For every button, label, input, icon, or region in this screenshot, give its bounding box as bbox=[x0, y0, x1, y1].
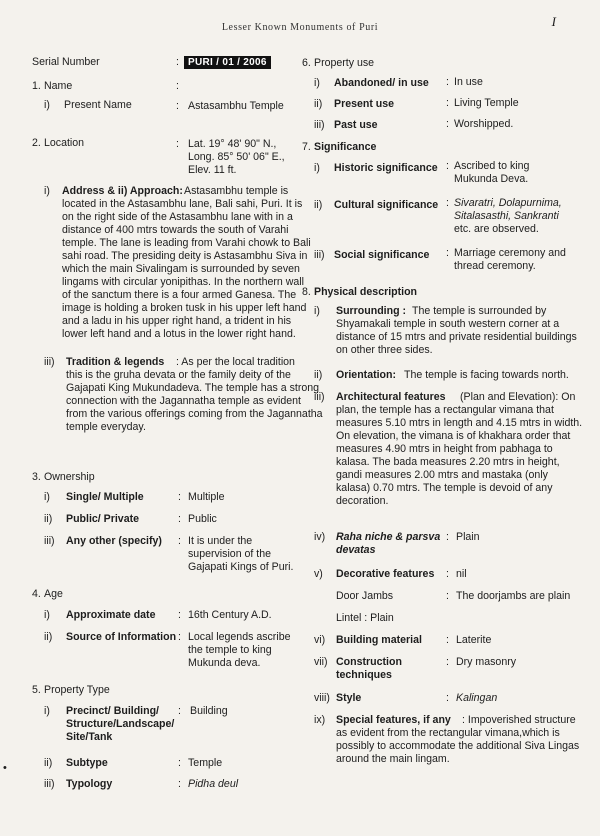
ownership-i-label: Single/ Multiple bbox=[66, 491, 144, 503]
age-ii-label: Source of Information bbox=[66, 631, 177, 643]
longitude: Long. 85° 50' 06" E., bbox=[188, 151, 285, 163]
tradition-line: : As per the local tradition bbox=[176, 356, 295, 368]
running-header: Lesser Known Monuments of Puri bbox=[221, 22, 379, 33]
tradition-line: connection with the Jagannatha temple as evident bbox=[66, 395, 301, 407]
property-type-i-label: Structure/Landscape/ bbox=[66, 718, 175, 730]
property-type-ii-number: ii) bbox=[44, 757, 53, 769]
architecture-line: (Plan and Elevation): On bbox=[460, 391, 576, 403]
address-line: and a ladu in his upper right hand, a trident in his bbox=[62, 315, 292, 327]
tradition-number: iii) bbox=[44, 356, 55, 368]
tradition-line: from the various offerings coming from the Jagannatha bbox=[66, 408, 323, 420]
construction-label: techniques bbox=[336, 669, 392, 681]
address-line: sahi road. The presiding deity is Astasambhu Siva in bbox=[62, 250, 308, 262]
tradition-line: temple everyday. bbox=[66, 421, 146, 433]
age-i-value: 16th Century A.D. bbox=[188, 609, 272, 621]
colon: : bbox=[446, 97, 449, 109]
tradition-line: this is the gruha devata or the family deity of the bbox=[66, 369, 291, 381]
ownership-iii-value: Gajapati Kings of Puri. bbox=[188, 561, 294, 573]
ownership-i-value: Multiple bbox=[188, 491, 225, 503]
serial-number-badge: PURI / 01 / 2006 bbox=[184, 56, 271, 69]
decorative-features-value: nil bbox=[456, 568, 467, 580]
address-line: temple. The lane is leading from Varahi chowk to Bali bbox=[62, 237, 311, 249]
address-line: Astasambhu temple is bbox=[184, 185, 289, 197]
orientation-text: The temple is facing towards north. bbox=[404, 369, 569, 381]
architecture-line: kalasa. The bada measures 2.20 mtrs in height, bbox=[336, 456, 560, 468]
surrounding-line: The temple is surrounded by bbox=[412, 305, 547, 317]
property-type-i-label: Site/Tank bbox=[66, 731, 113, 743]
property-use-ii-number: ii) bbox=[314, 98, 323, 110]
age-ii-value: Local legends ascribe bbox=[188, 631, 291, 643]
margin-mark: • bbox=[3, 762, 7, 774]
colon: : bbox=[178, 535, 181, 547]
present-name-value: Astasambhu Temple bbox=[188, 100, 284, 112]
address-line: lower left hand and a lotus in the lower right hand. bbox=[62, 328, 296, 340]
ownership-ii-number: ii) bbox=[44, 513, 53, 525]
special-features-line: : Impoverished structure bbox=[462, 714, 576, 726]
property-use-i-label: Abandoned/ in use bbox=[334, 77, 429, 89]
age-ii-number: ii) bbox=[44, 631, 53, 643]
orientation-number: ii) bbox=[314, 369, 323, 381]
construction-label: Construction bbox=[336, 656, 402, 668]
ownership-i-number: i) bbox=[44, 491, 50, 503]
address-line: located in the Astasambhu lane, Bali sahi, Puri. It is bbox=[62, 198, 303, 210]
property-type-iii-number: iii) bbox=[44, 778, 55, 790]
property-use-iii-value: Worshipped. bbox=[454, 118, 514, 130]
colon: : bbox=[176, 100, 179, 112]
style-value: Kalingan bbox=[456, 692, 498, 704]
colon: : bbox=[178, 513, 181, 525]
colon: : bbox=[178, 705, 181, 717]
section-1-number: 1. bbox=[32, 80, 41, 92]
address-number: i) bbox=[44, 185, 50, 197]
architecture-line: measures 5.10 mtrs in length and 4.15 mtrs in width. bbox=[336, 417, 583, 429]
property-type-i-number: i) bbox=[44, 705, 50, 717]
colon: : bbox=[176, 138, 179, 150]
special-features-label: Special features, if any bbox=[336, 714, 451, 726]
surrounding-line: distance of 15 mtrs and private residential buildings bbox=[336, 331, 577, 343]
address-line: lingams with circular yonipithas. In the northern wall bbox=[62, 276, 305, 288]
special-features-line: as evident from the rectangular vimana,which is bbox=[336, 727, 560, 739]
colon: : bbox=[446, 634, 449, 646]
property-use-ii-label: Present use bbox=[334, 98, 395, 110]
colon: : bbox=[178, 757, 181, 769]
significance-i-label: Historic significance bbox=[334, 162, 438, 174]
colon: : bbox=[178, 609, 181, 621]
raha-niche-label: Raha niche & parsva bbox=[336, 531, 441, 543]
property-type-iii-value: Pidha deul bbox=[188, 778, 239, 790]
significance-ii-number: ii) bbox=[314, 199, 323, 211]
colon: : bbox=[446, 531, 449, 543]
address-line: on the right side of the Astasambhu lane with in a bbox=[62, 211, 293, 223]
significance-i-value: Mukunda Deva. bbox=[454, 173, 529, 185]
address-line: of the sanctum there is a four armed Ganesa. The bbox=[62, 289, 297, 301]
age-i-label: Approximate date bbox=[66, 609, 156, 621]
address-line: distance of 400 mtrs towards the south of Varahi bbox=[62, 224, 289, 236]
colon: : bbox=[446, 247, 449, 259]
surrounding-line: on other three sides. bbox=[336, 344, 433, 356]
raha-niche-label: devatas bbox=[336, 544, 376, 556]
colon: : bbox=[176, 56, 179, 68]
ownership-iii-label: Any other (specify) bbox=[66, 535, 162, 547]
section-8-number: 8. bbox=[302, 286, 311, 298]
property-use-iii-label: Past use bbox=[334, 119, 378, 131]
significance-iii-label: Social significance bbox=[334, 249, 430, 261]
decorative-features-label: Decorative features bbox=[336, 568, 435, 580]
architecture-line: On elevation, the vimana is of khakhara order that bbox=[336, 430, 571, 442]
colon: : bbox=[446, 568, 449, 580]
address-line: image is holding a broken tusk in his upper left hand bbox=[62, 302, 307, 314]
architecture-line: plan, the temple has a rectangular vimana that bbox=[336, 404, 554, 416]
ownership-ii-label: Public/ Private bbox=[66, 513, 140, 525]
tradition-line: Gajapati King Mukundadeva. The temple has a strong bbox=[66, 382, 320, 394]
building-material-number: vi) bbox=[314, 634, 326, 646]
special-features-number: ix) bbox=[314, 714, 326, 726]
surrounding-label: Surrounding : bbox=[336, 305, 407, 317]
property-type-ii-label: Subtype bbox=[66, 757, 108, 769]
architecture-line: measures 4.90 mtrs in height from pabhaga to bbox=[336, 443, 553, 455]
section-2-number: 2. bbox=[32, 137, 41, 149]
ownership-iii-number: iii) bbox=[44, 535, 55, 547]
colon: : bbox=[446, 160, 449, 172]
significance-ii-label: Cultural significance bbox=[334, 199, 439, 211]
property-type-ii-value: Temple bbox=[188, 757, 223, 769]
colon: : bbox=[176, 80, 179, 92]
colon: : bbox=[178, 778, 181, 790]
colon: : bbox=[446, 656, 449, 668]
architecture-label: Architectural features bbox=[336, 391, 446, 403]
section-8-title: Physical description bbox=[314, 286, 418, 298]
significance-ii-value: Sitalasasthi, Sankranti bbox=[454, 210, 559, 222]
architecture-line: gandi measures 2.00 mtrs and mastaka (only bbox=[336, 469, 548, 481]
address-line: which the main Sivalingam is surrounded by seven bbox=[62, 263, 300, 275]
section-3-number: 3. bbox=[32, 471, 41, 483]
ownership-iii-value: supervision of the bbox=[188, 548, 272, 560]
section-5-title: Property Type bbox=[44, 684, 110, 696]
section-4-number: 4. bbox=[32, 588, 41, 600]
property-type-i-value: Building bbox=[190, 705, 228, 717]
style-number: viii) bbox=[314, 692, 330, 704]
elevation: Elev. 11 ft. bbox=[188, 164, 237, 176]
ownership-ii-value: Public bbox=[188, 513, 217, 525]
property-type-iii-label: Typology bbox=[66, 778, 113, 790]
orientation-label: Orientation: bbox=[336, 369, 397, 381]
surrounding-number: i) bbox=[314, 305, 320, 317]
construction-number: vii) bbox=[314, 656, 328, 668]
colon: : bbox=[446, 692, 449, 704]
section-7-number: 7. bbox=[302, 141, 311, 153]
raha-niche-number: iv) bbox=[314, 531, 326, 543]
architecture-line: decoration. bbox=[336, 495, 389, 507]
special-features-line: around the main lingam. bbox=[336, 753, 450, 765]
present-name-number: i) bbox=[44, 99, 50, 111]
architecture-number: iii) bbox=[314, 391, 325, 403]
significance-iii-value: thread ceremony. bbox=[454, 260, 536, 272]
architecture-line: kalasa) 0.70 mtrs. The temple is devoid of any bbox=[336, 482, 553, 494]
tradition-heading: Tradition & legends bbox=[66, 356, 165, 368]
ownership-iii-value: It is under the bbox=[188, 535, 253, 547]
building-material-label: Building material bbox=[336, 634, 422, 646]
section-6-number: 6. bbox=[302, 57, 311, 69]
property-use-i-number: i) bbox=[314, 77, 320, 89]
building-material-value: Laterite bbox=[456, 634, 492, 646]
section-6-title: Property use bbox=[314, 57, 375, 69]
door-jambs-label: Door Jambs bbox=[336, 590, 394, 602]
decorative-features-number: v) bbox=[314, 568, 323, 580]
serial-label: Serial Number bbox=[32, 56, 100, 68]
property-use-ii-value: Living Temple bbox=[454, 97, 519, 109]
present-name-label: Present Name bbox=[64, 99, 132, 111]
page-number: I bbox=[551, 14, 556, 29]
significance-ii-value: etc. are observed. bbox=[454, 223, 539, 235]
colon: : bbox=[178, 491, 181, 503]
door-jambs-value: The doorjambs are plain bbox=[456, 590, 571, 602]
section-3-title: Ownership bbox=[44, 471, 95, 483]
surrounding-line: Shyamakali temple in south western corner at a bbox=[336, 318, 560, 330]
property-use-iii-number: iii) bbox=[314, 119, 325, 131]
section-5-number: 5. bbox=[32, 684, 41, 696]
section-1-title: Name bbox=[44, 80, 73, 92]
construction-value: Dry masonry bbox=[456, 656, 517, 668]
age-ii-value: the temple to king bbox=[188, 644, 272, 656]
significance-iii-value: Marriage ceremony and bbox=[454, 247, 566, 259]
section-7-title: Significance bbox=[314, 141, 377, 153]
property-use-i-value: In use bbox=[454, 76, 483, 88]
address-heading: Address & ii) Approach: bbox=[62, 185, 183, 197]
colon: : bbox=[446, 118, 449, 130]
age-ii-value: Mukunda deva. bbox=[188, 657, 261, 669]
significance-i-number: i) bbox=[314, 162, 320, 174]
colon: : bbox=[446, 197, 449, 209]
significance-i-value: Ascribed to king bbox=[454, 160, 530, 172]
raha-niche-value: Plain bbox=[456, 531, 480, 543]
colon: : bbox=[446, 590, 449, 602]
significance-ii-value: Sivaratri, Dolapurnima, bbox=[454, 197, 562, 209]
lintel-text: Lintel : Plain bbox=[336, 612, 394, 624]
age-i-number: i) bbox=[44, 609, 50, 621]
section-2-title: Location bbox=[44, 137, 85, 149]
property-type-i-label: Precinct/ Building/ bbox=[66, 705, 160, 717]
section-4-title: Age bbox=[44, 588, 63, 600]
style-label: Style bbox=[336, 692, 362, 704]
colon: : bbox=[178, 631, 181, 643]
colon: : bbox=[446, 76, 449, 88]
latitude: Lat. 19° 48' 90" N., bbox=[188, 138, 277, 150]
special-features-line: possibly to accommodate the additional Siva Lingas bbox=[336, 740, 580, 752]
significance-iii-number: iii) bbox=[314, 249, 325, 261]
